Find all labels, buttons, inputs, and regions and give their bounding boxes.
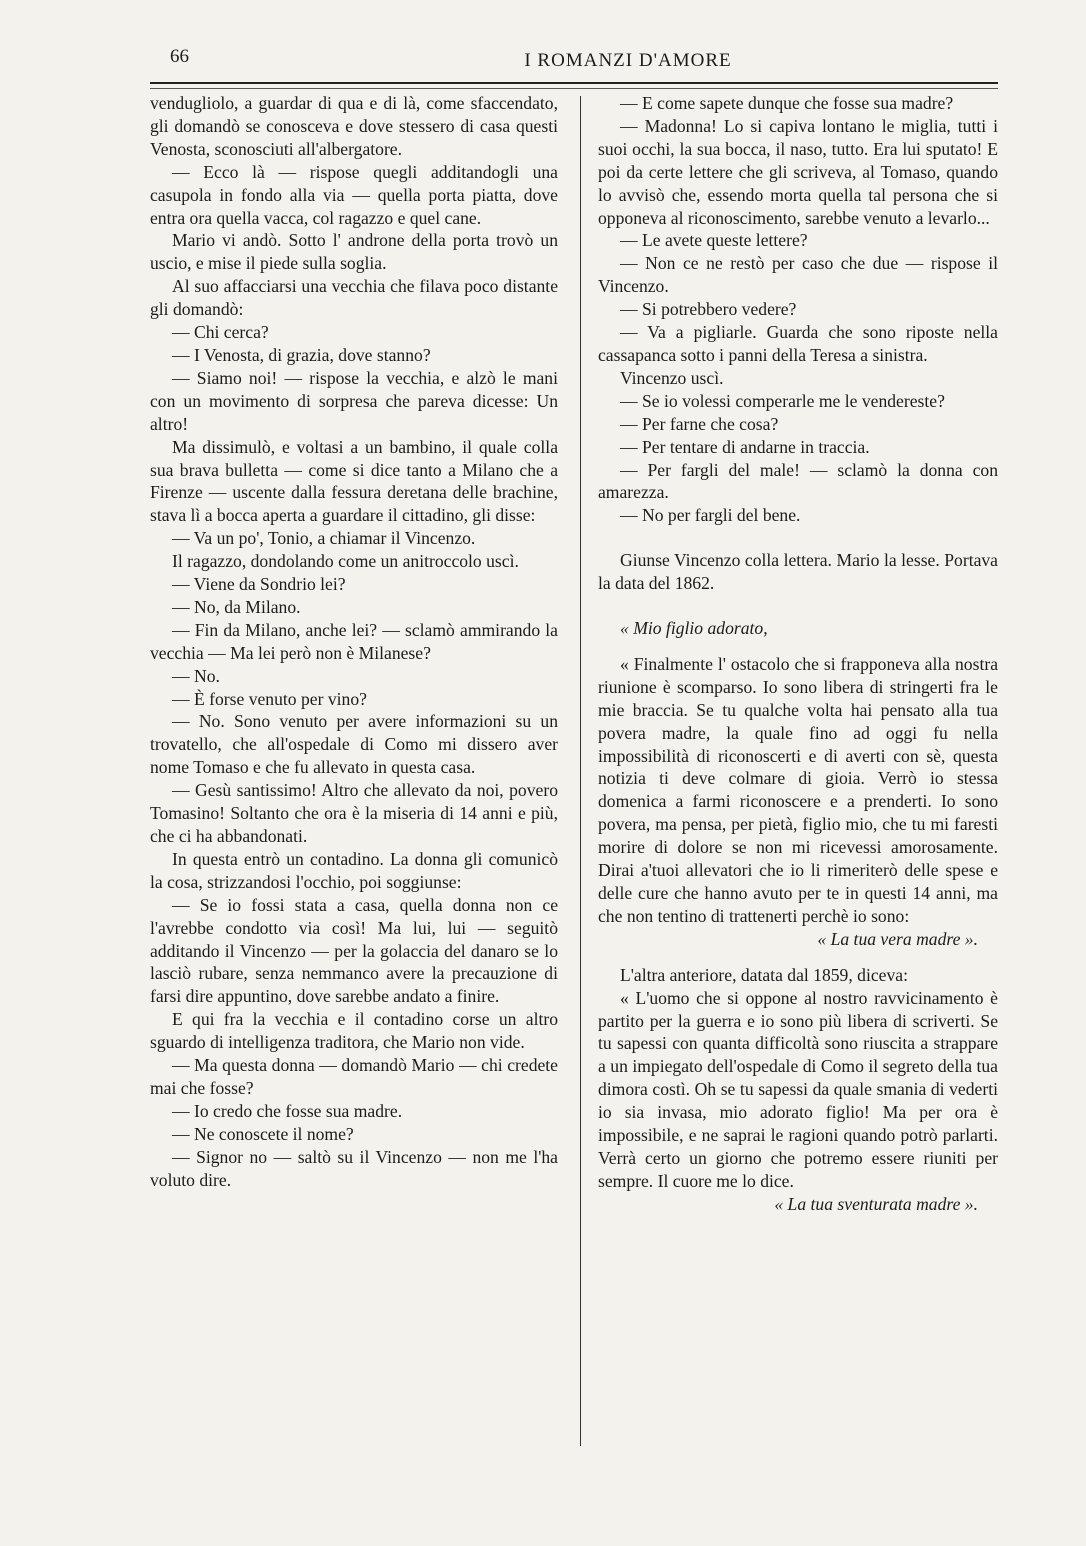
paragraph: Al suo affacciarsi una vecchia che filava poco distante gli domandò: xyxy=(150,276,558,320)
header-rule-thin xyxy=(150,88,998,89)
paragraph: — Per fargli del male! — sclamò la donna con amarezza. xyxy=(598,459,998,503)
paragraph: — Va un po', Tonio, a chiamar il Vincenzo. xyxy=(172,528,476,549)
paragraph: — Madonna! Lo si capiva lontano le miglia, tutti i suoi occhi, la sua bocca, il naso, tutto. Era lui sputato! E poi da certe lettere che gli scriveva, al Tomaso, quando lo avvisò che, essendo morta quella tal persona che si opponeva al riconoscimento, sarebbe venuto a levarlo... xyxy=(598,115,998,228)
paragraph: Giunse Vincenzo colla lettera. Mario la lesse. Portava la data del 1862. xyxy=(598,550,998,594)
paragraph: — Va a pigliarle. Guarda che sono riposte nella cassapanca sotto i panni della Teresa a sinistra. xyxy=(598,322,998,365)
paragraph: — Io credo che fosse sua madre. xyxy=(172,1100,403,1121)
letter-salutation: « Mio figlio adorato, xyxy=(620,618,768,639)
paragraph: — Ecco là — rispose quegli additandogli una casupola in fondo alla via — quella porta piatta, dove entra ora quella vacca, col ragazzo e quel cane. xyxy=(150,161,558,228)
page-number: 66 xyxy=(170,46,189,67)
paragraph: — No per fargli del bene. xyxy=(620,505,801,526)
paragraph: Il ragazzo, dondolando come un anitroccolo uscì. xyxy=(172,551,519,572)
paragraph: E qui fra la vecchia e il contadino corse un altro sguardo di intelligenza traditora, che Mario non vide. xyxy=(150,1009,558,1053)
paragraph: — Si potrebbero vedere? xyxy=(620,299,797,320)
paragraph: — Chi cerca? xyxy=(172,322,269,343)
paragraph: In questa entrò un contadino. La donna gli comunicò la cosa, strizzandosi l'occhio, poi soggiunse: xyxy=(150,848,558,892)
column-divider xyxy=(580,96,581,1446)
paragraph: — I Venosta, di grazia, dove stanno? xyxy=(172,344,431,365)
paragraph: — Per farne che cosa? xyxy=(620,413,779,434)
paragraph: — Ne conoscete il nome? xyxy=(172,1123,354,1144)
paragraph: Ma dissimulò, e voltasi a un bambino, il quale colla sua brava bulletta — come si dice tanto a Milano che a Firenze — uscente dalla fessura deretana delle brachine, stava lì a bocca aperta a guardare il cittadino, gli disse: xyxy=(150,436,558,526)
paragraph: Mario vi andò. Sotto l' androne della porta trovò un uscio, e mise il piede sulla soglia. xyxy=(150,230,558,274)
paragraph: — No. xyxy=(172,665,220,686)
letter-body: « L'uomo che si oppone al nostro ravvicinamento è partito per la guerra e io sono più libera di scriverti. Se tu sapessi con quanta difficoltà sono riuscita a strappare a un impiegato dell'ospedale di Como il segreto della tua dimora costì. Oh se tu sapessi da quale smania di vederti io sia invasa, mio adorato figlio! Ma per ora è impossibile, e ne saprai le ragioni quando potrò parlarti. Verrà certo un giorno che potremo essere riuniti per sempre. Il cuore me lo dice. xyxy=(598,987,998,1191)
paragraph: vendugliolo, a guardar di qua e di là, come sfaccendato, gli domandò se conosceva e dove stessero di casa questi Venosta, sconosciuti all'albergatore. xyxy=(150,93,558,159)
paragraph: — Se io fossi stata a casa, quella donna non ce l'avrebbe condotto via così! Ma lui, lui — seguitò additando il Vincenzo — per la golaccia del danaro se lo lasciò rubare, senza nemmanco avere la precauzione di farsi dire appuntino, dove sarebbe andato a finire. xyxy=(150,894,558,1007)
left-column xyxy=(150,92,558,1192)
letter-body: « Finalmente l' ostacolo che si frapponeva alla nostra riunione è scomparso. Io sono libera di stringerti fra le mie braccia. Se tu qualche volta hai pensato alla tua povera madre, la quale fino ad oggi fu nella impossibilità di riconoscerti e di averti con sè, questa notizia ti deve colmare di gioia. Verrò io stessa domenica a farmi riconoscere e a prenderti. Io sono povera, ma pensa, per pietà, figlio mio, che tu mi faresti morire di dolore se non mi ricevessi amorosamente. Dirai a'tuoi allevatori che io li rimeriterò delle spese e delle cure che hanno avuto per te in questi 14 anni, ma che non tentino di trattenerti perchè io sono: xyxy=(598,653,998,926)
paragraph: Vincenzo uscì. xyxy=(620,367,724,388)
running-title: I ROMANZI D'AMORE xyxy=(524,50,732,71)
paragraph: — Non ce ne restò per caso che due — rispose il Vincenzo. xyxy=(598,253,998,297)
paragraph: — Gesù santissimo! Altro che allevato da noi, povero Tomasino! Soltanto che ora è la miseria di 14 anni e più, che ci ha abbandonati. xyxy=(150,780,558,846)
right-column xyxy=(598,92,998,1216)
paragraph: — Per tentare di andarne in traccia. xyxy=(620,436,870,457)
paragraph: — Fin da Milano, anche lei? — sclamò ammirando la vecchia — Ma lei però non è Milanese? xyxy=(150,619,558,663)
paragraph: L'altra anteriore, datata dal 1859, diceva: xyxy=(620,964,908,985)
letter-signature: « La tua sventurata madre ». xyxy=(774,1193,978,1214)
paragraph: — Se io volessi comperarle me le vendereste? xyxy=(620,390,945,411)
header-rule xyxy=(150,82,998,84)
paragraph: — No. Sono venuto per avere informazioni su un trovatello, che all'ospedale di Como mi dissero aver nome Tomaso e che fu allevato in questa casa. xyxy=(150,711,558,778)
paragraph: — Siamo noi! — rispose la vecchia, e alzò le mani con un movimento di sorpresa che pareva dicesse: Un altro! xyxy=(150,367,558,434)
paragraph: — E come sapete dunque che fosse sua madre? xyxy=(620,93,954,113)
page-header xyxy=(148,44,998,74)
paragraph: — Signor no — saltò su il Vincenzo — non me l'ha voluto dire. xyxy=(150,1146,558,1190)
paragraph: — Ma questa donna — domandò Mario — chi credete mai che fosse? xyxy=(150,1055,558,1098)
letter-signature: « La tua vera madre ». xyxy=(817,928,978,949)
paragraph: — Le avete queste lettere? xyxy=(620,230,808,251)
paragraph: — No, da Milano. xyxy=(172,596,301,617)
paragraph: — Viene da Sondrio lei? xyxy=(172,574,346,595)
paragraph: — È forse venuto per vino? xyxy=(172,688,367,709)
